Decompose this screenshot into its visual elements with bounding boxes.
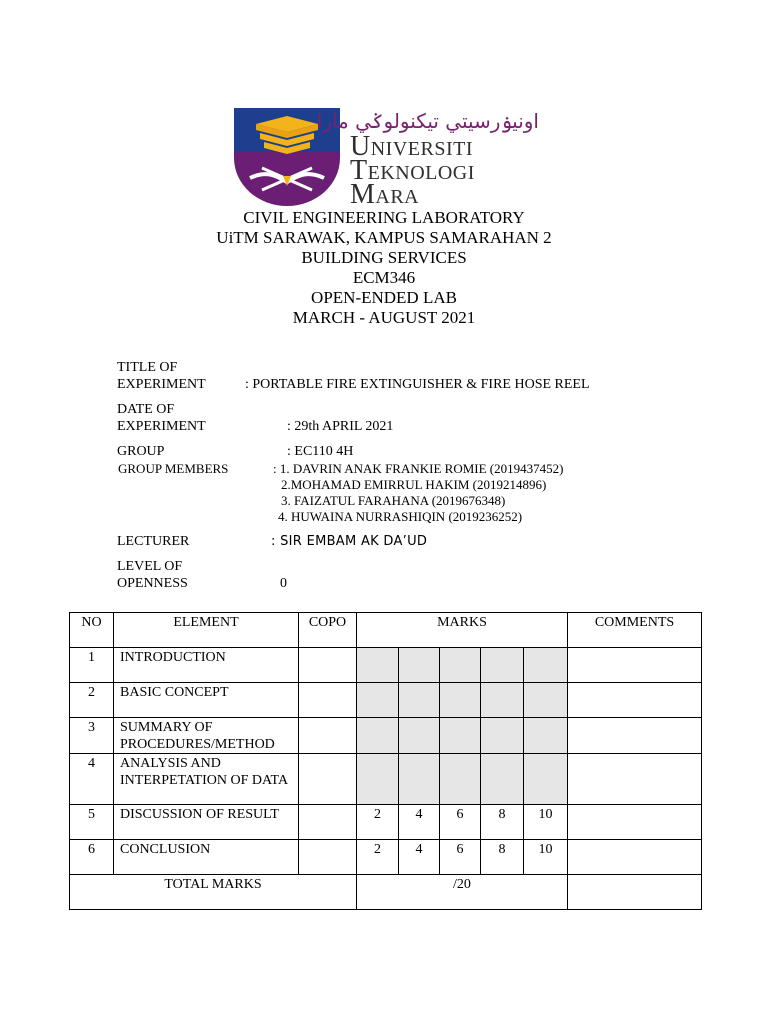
marks-table bbox=[69, 612, 702, 910]
mark-cell[interactable] bbox=[357, 718, 399, 754]
header-comments: COMMENTS bbox=[568, 613, 702, 648]
row-copo[interactable] bbox=[299, 840, 357, 875]
mark-cell[interactable] bbox=[399, 718, 440, 754]
row-no: 3 bbox=[70, 718, 114, 754]
row-no: 6 bbox=[70, 840, 114, 875]
row-comments[interactable] bbox=[568, 754, 702, 805]
openness-value: 0 bbox=[280, 576, 287, 591]
heading-line-5: OPEN-ENDED LAB bbox=[311, 288, 457, 307]
members-label: GROUP MEMBERS bbox=[118, 461, 229, 476]
mark-option[interactable]: 2 bbox=[357, 805, 399, 840]
logo-line-3: Mara bbox=[350, 179, 420, 210]
title-label-2: EXPERIMENT bbox=[117, 377, 206, 392]
row-comments[interactable] bbox=[568, 840, 702, 875]
mark-option[interactable]: 2 bbox=[357, 840, 399, 875]
mark-cell[interactable] bbox=[399, 754, 440, 805]
mark-cell[interactable] bbox=[481, 718, 524, 754]
logo-jawi-text: اونيۏرسيتي تيكنولوݢي مارا bbox=[316, 109, 539, 133]
title-label-1: TITLE OF bbox=[117, 360, 178, 375]
total-comments[interactable] bbox=[568, 875, 702, 910]
table-row bbox=[70, 840, 702, 875]
member-3: 3. FAIZATUL FARAHANA (2019676348) bbox=[281, 493, 506, 508]
mark-cell[interactable] bbox=[357, 754, 399, 805]
mark-cell[interactable] bbox=[524, 648, 568, 683]
mark-cell[interactable] bbox=[399, 648, 440, 683]
row-element: BASIC CONCEPT bbox=[114, 683, 299, 718]
date-label-2: EXPERIMENT bbox=[117, 419, 206, 434]
row-element: CONCLUSION bbox=[114, 840, 299, 875]
logo-line-2: Teknologi bbox=[350, 155, 475, 186]
mark-cell[interactable] bbox=[357, 683, 399, 718]
group-label: GROUP bbox=[117, 444, 165, 459]
mark-cell[interactable] bbox=[357, 648, 399, 683]
row-no: 2 bbox=[70, 683, 114, 718]
total-label: TOTAL MARKS bbox=[70, 875, 357, 910]
mark-cell[interactable] bbox=[524, 754, 568, 805]
row-copo[interactable] bbox=[299, 754, 357, 805]
mark-cell[interactable] bbox=[440, 683, 481, 718]
row-element: SUMMARY OF PROCEDURES/METHOD bbox=[114, 718, 299, 754]
row-comments[interactable] bbox=[568, 805, 702, 840]
mark-option[interactable]: 10 bbox=[524, 805, 568, 840]
uitm-logo bbox=[232, 106, 539, 210]
row-no: 4 bbox=[70, 754, 114, 805]
header-no: NO bbox=[70, 613, 114, 648]
table-header-row bbox=[70, 613, 702, 648]
total-value: /20 bbox=[357, 875, 568, 910]
row-element: ANALYSIS AND INTERPETATION OF DATA bbox=[114, 754, 299, 805]
row-no: 1 bbox=[70, 648, 114, 683]
table-row bbox=[70, 648, 702, 683]
row-element: INTRODUCTION bbox=[114, 648, 299, 683]
member-4: 4. HUWAINA NURRASHIQIN (2019236252) bbox=[278, 509, 523, 524]
member-1: : 1. DAVRIN ANAK FRANKIE ROMIE (2019437452) bbox=[273, 461, 564, 476]
mark-option[interactable]: 8 bbox=[481, 840, 524, 875]
header-element: ELEMENT bbox=[114, 613, 299, 648]
heading-line-4: ECM346 bbox=[352, 268, 416, 287]
table-row bbox=[70, 683, 702, 718]
header-marks: MARKS bbox=[357, 613, 568, 648]
member-2: 2.MOHAMAD EMIRRUL HAKIM (2019214896) bbox=[281, 477, 547, 492]
row-comments[interactable] bbox=[568, 683, 702, 718]
lecturer-value: : SIR EMBAM AK DA’UD bbox=[271, 534, 428, 549]
table-row bbox=[70, 718, 702, 754]
row-copo[interactable] bbox=[299, 718, 357, 754]
row-copo[interactable] bbox=[299, 648, 357, 683]
heading-line-1: CIVIL ENGINEERING LABORATORY bbox=[243, 208, 525, 227]
mark-cell[interactable] bbox=[440, 754, 481, 805]
table-row bbox=[70, 805, 702, 840]
mark-cell[interactable] bbox=[481, 754, 524, 805]
row-copo[interactable] bbox=[299, 683, 357, 718]
row-element: DISCUSSION OF RESULT bbox=[114, 805, 299, 840]
title-value: : PORTABLE FIRE EXTINGUISHER & FIRE HOSE REEL bbox=[245, 377, 590, 392]
row-no: 5 bbox=[70, 805, 114, 840]
row-comments[interactable] bbox=[568, 648, 702, 683]
row-comments[interactable] bbox=[568, 718, 702, 754]
mark-option[interactable]: 6 bbox=[440, 840, 481, 875]
heading-line-6: MARCH - AUGUST 2021 bbox=[292, 308, 476, 327]
logo-line-1: Universiti bbox=[350, 131, 473, 162]
mark-cell[interactable] bbox=[481, 648, 524, 683]
table-row bbox=[70, 754, 702, 805]
mark-cell[interactable] bbox=[481, 683, 524, 718]
mark-cell[interactable] bbox=[524, 718, 568, 754]
mark-option[interactable]: 8 bbox=[481, 805, 524, 840]
mark-option[interactable]: 6 bbox=[440, 805, 481, 840]
total-row bbox=[70, 875, 702, 910]
date-label-1: DATE OF bbox=[117, 402, 175, 417]
openness-label-1: LEVEL OF bbox=[117, 559, 183, 574]
group-value: : EC110 4H bbox=[287, 444, 354, 459]
openness-label-2: OPENNESS bbox=[117, 576, 188, 591]
row-copo[interactable] bbox=[299, 805, 357, 840]
date-value: : 29th APRIL 2021 bbox=[287, 419, 394, 434]
lecturer-label: LECTURER bbox=[117, 534, 190, 549]
mark-cell[interactable] bbox=[524, 683, 568, 718]
mark-option[interactable]: 4 bbox=[399, 805, 440, 840]
mark-option[interactable]: 4 bbox=[399, 840, 440, 875]
mark-cell[interactable] bbox=[399, 683, 440, 718]
cover-heading bbox=[0, 208, 768, 328]
heading-line-3: BUILDING SERVICES bbox=[301, 248, 467, 267]
heading-line-2: UiTM SARAWAK, KAMPUS SAMARAHAN 2 bbox=[216, 228, 552, 247]
mark-cell[interactable] bbox=[440, 718, 481, 754]
mark-option[interactable]: 10 bbox=[524, 840, 568, 875]
header-copo: COPO bbox=[299, 613, 357, 648]
mark-cell[interactable] bbox=[440, 648, 481, 683]
